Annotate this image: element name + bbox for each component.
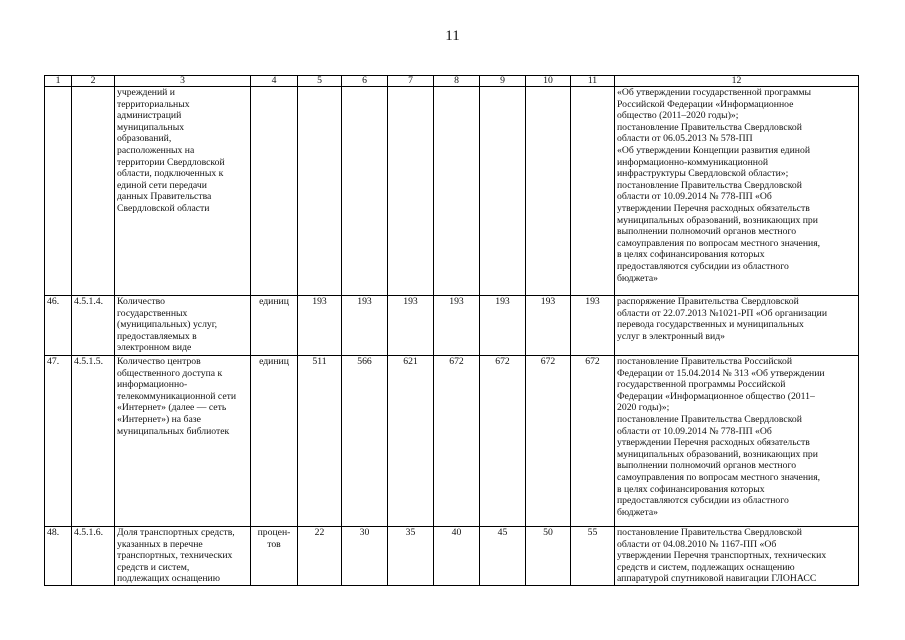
table-row: [45, 87, 859, 296]
value-cell: 566: [342, 356, 388, 527]
value-cell: 30: [342, 527, 388, 586]
value-cell: 672: [526, 356, 571, 527]
column-header: 12: [615, 76, 859, 87]
unit: [251, 87, 298, 296]
value-cell: 672: [571, 356, 615, 527]
row-number: 48.: [45, 527, 72, 586]
column-header: 1: [45, 76, 72, 87]
value-cell: 193: [298, 296, 342, 356]
unit: процен- тов: [251, 527, 298, 586]
value-cell: 193: [480, 296, 526, 356]
column-header: 10: [526, 76, 571, 87]
value-cell: [434, 87, 480, 296]
value-cell: 193: [526, 296, 571, 356]
value-cell: 22: [298, 527, 342, 586]
value-cell: 50: [526, 527, 571, 586]
column-header: 5: [298, 76, 342, 87]
value-cell: 621: [388, 356, 434, 527]
indicator-name: учреждений и территориальных администраций муниципальных образований, расположенных на территории Свердловской области, подключенных к единой сети передачи данных Правительства Свердловской области: [115, 87, 251, 296]
legal-basis: постановление Правительства Российской Федерации от 15.04.2014 № 313 «Об утверждении государственной программы Российской Федерации «Информационное общество (2011– 2020 годы)»; постановление Правительства Свердловской области от 10.09.2014 № 778-ПП «Об утверждении Перечня расходных обязательств муниципальных образований, возникающих при выполнении полномочий органов местного самоуправления по вопросам местного значения, в целях софинансирования которых предоставляются субсидии из областного бюджета»: [615, 356, 859, 527]
column-header: 9: [480, 76, 526, 87]
value-cell: 35: [388, 527, 434, 586]
unit: единиц: [251, 296, 298, 356]
indicator-code: 4.5.1.5.: [72, 356, 115, 527]
value-cell: [571, 87, 615, 296]
column-header: 7: [388, 76, 434, 87]
value-cell: 193: [342, 296, 388, 356]
page-number: 11: [445, 28, 460, 44]
unit: единиц: [251, 356, 298, 527]
indicator-code: 4.5.1.4.: [72, 296, 115, 356]
indicator-name: Количество государственных (муниципальных) услуг, предоставляемых в электронном виде: [115, 296, 251, 356]
legal-basis: постановление Правительства Свердловской области от 04.08.2010 № 1167-ПП «Об утверждении Перечня транспортных, технических средств и систем, подлежащих оснащению аппаратурой спутниковой навигации ГЛОНАСС: [615, 527, 859, 586]
table-row: [45, 527, 859, 586]
value-cell: [388, 87, 434, 296]
indicator-code: 4.5.1.6.: [72, 527, 115, 586]
value-cell: 672: [434, 356, 480, 527]
value-cell: 193: [434, 296, 480, 356]
table-row: [45, 296, 859, 356]
column-header: 6: [342, 76, 388, 87]
value-cell: 55: [571, 527, 615, 586]
value-cell: 40: [434, 527, 480, 586]
value-cell: [342, 87, 388, 296]
value-cell: [298, 87, 342, 296]
indicators-table: [44, 75, 859, 586]
value-cell: [480, 87, 526, 296]
table-header-row: [45, 76, 859, 87]
column-header: 8: [434, 76, 480, 87]
value-cell: 672: [480, 356, 526, 527]
value-cell: [526, 87, 571, 296]
value-cell: 193: [388, 296, 434, 356]
value-cell: 511: [298, 356, 342, 527]
row-number: [45, 87, 72, 296]
row-number: 47.: [45, 356, 72, 527]
legal-basis: распоряжение Правительства Свердловской области от 22.07.2013 №1021-РП «Об организации перевода государственных и муниципальных услуг в электронный вид»: [615, 296, 859, 356]
legal-basis: «Об утверждении государственной программы Российской Федерации «Информационное общество (2011–2020 годы)»; постановление Правительства Свердловской области от 06.05.2013 № 578-ПП «Об утверждении Концепции развития единой информационно-коммуникационной инфраструктуры Свердловской области»; постановление Правительства Свердловской области от 10.09.2014 № 778-ПП «Об утверждении Перечня расходных обязательств муниципальных образований, возникающих при выполнении полномочий органов местного самоуправления по вопросам местного значения, в целях софинансирования которых предоставляются субсидии из областного бюджета»: [615, 87, 859, 296]
value-cell: 193: [571, 296, 615, 356]
column-header: 2: [72, 76, 115, 87]
column-header: 11: [571, 76, 615, 87]
indicator-code: [72, 87, 115, 296]
column-header: 4: [251, 76, 298, 87]
indicator-name: Доля транспортных средств, указанных в перечне транспортных, технических средств и систем, подлежащих оснащению: [115, 527, 251, 586]
value-cell: 45: [480, 527, 526, 586]
table-row: [45, 356, 859, 527]
row-number: 46.: [45, 296, 72, 356]
indicator-name: Количество центров общественного доступа к информационно- телекоммуникационной сети «Интернет» (далее — сеть «Интернет») на базе муниципальных библиотек: [115, 356, 251, 527]
column-header: 3: [115, 76, 251, 87]
